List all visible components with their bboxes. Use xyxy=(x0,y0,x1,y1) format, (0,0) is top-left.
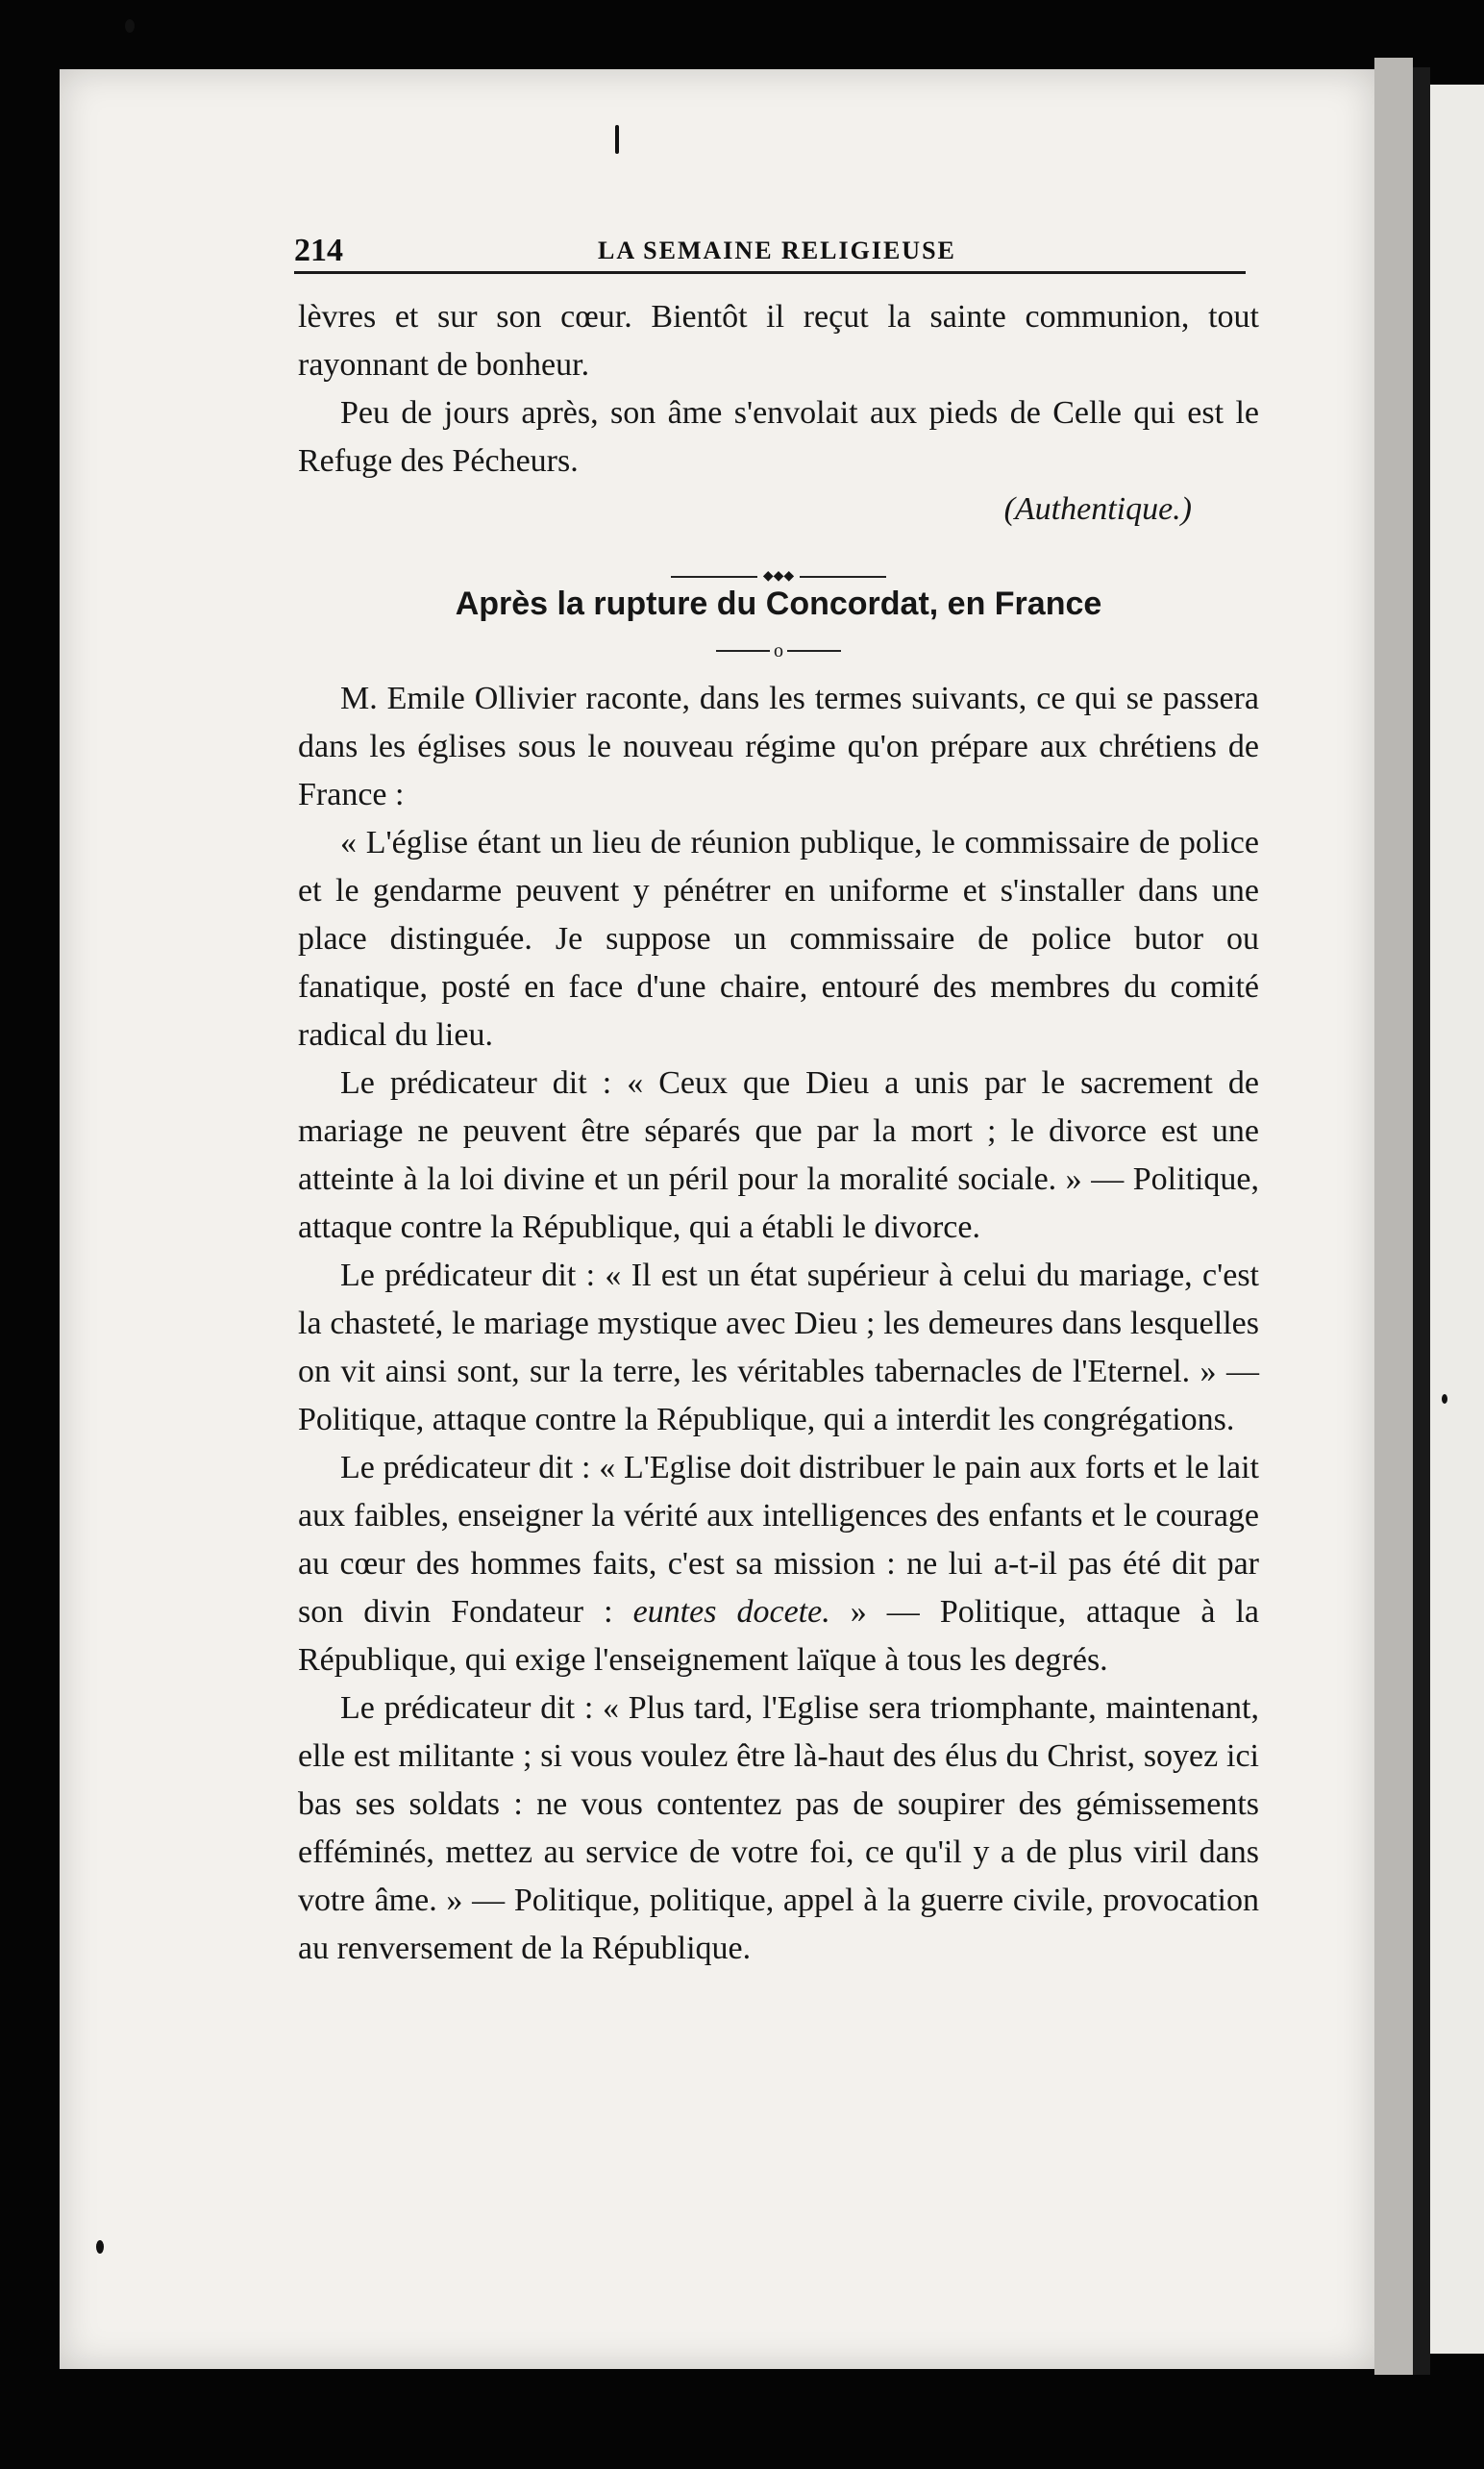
scan-speck xyxy=(1442,1394,1447,1404)
paragraph-text: Le prédicateur dit : « L'Eglise doit distribuer le pain aux forts et le lait aux faibles, enseigner la vérité aux intelligences des enfants et le courage au cœur des hommes faits, c'est sa mission : ne lui a-t-il pas été dit par son divin Fondateur : xyxy=(298,1450,1259,1631)
page-edge-shadow xyxy=(1374,58,1413,2375)
paragraph: M. Emile Ollivier raconte, dans les termes suivants, ce qui se passera dans les églises sous le nouveau régime qu'on prépare aux chrétiens de France : xyxy=(298,681,1259,813)
signature: (Authentique.) xyxy=(1003,491,1192,527)
section-title: Après la rupture du Concordat, en France xyxy=(455,586,1102,622)
page-body xyxy=(298,293,1259,1973)
paragraph: Le prédicateur dit : « Il est un état supérieur à celui du mariage, c'est la chasteté, le mariage mystique avec Dieu ; les demeures dans lesquelles on vit ainsi sont, sur la terre, les véritables tabernacles de l'Eternel. » — Politique, attaque contre la République, qui a interdit les congrégations. xyxy=(298,1258,1259,1438)
paragraph: Le prédicateur dit : « Plus tard, l'Eglise sera triomphante, maintenant, elle est militante ; si vous voulez être là-haut des élus du Christ, soyez ici bas ses soldats : ne vous contentez pas de soupirer des gémissements efféminés, mettez au service de votre foi, ce qu'il y a de plus viril dans votre âme. » — Politique, politique, appel à la guerre civile, provocation au renversement de la République. xyxy=(298,1690,1259,1967)
scan-speck xyxy=(96,2240,104,2254)
paragraph: Le prédicateur dit : « Ceux que Dieu a unis par le sacrement de mariage ne peuvent être séparés que par la mort ; le divorce est une atteinte à la loi divine et un péril pour la moralité sociale. » — Politique, attaque contre la République, qui a établi le divorce. xyxy=(298,1065,1259,1246)
page-header xyxy=(294,227,1246,274)
paragraph: Peu de jours après, son âme s'envolait aux pieds de Celle qui est le Refuge des Pécheurs. xyxy=(298,395,1259,479)
adjacent-page-edge xyxy=(1430,85,1484,2354)
paragraph: lèvres et sur son cœur. Bientôt il reçut la sainte communion, tout rayonnant de bonheur. xyxy=(298,299,1259,383)
paragraph-text: » — Politique, attaque à la République, qui exige l'enseignement laïque à tous les degrés. xyxy=(298,1594,1260,1679)
scan-speck xyxy=(125,19,135,33)
page-number: 214 xyxy=(294,233,343,268)
running-title: LA SEMAINE RELIGIEUSE xyxy=(598,237,956,264)
latin-quote: euntes docete. xyxy=(632,1594,830,1631)
scan-speck xyxy=(615,125,619,154)
binding-gutter xyxy=(1413,67,1430,2375)
divider-ornament: ◆◆◆ xyxy=(298,551,1259,570)
small-divider: o xyxy=(298,634,1259,667)
paragraph xyxy=(298,1444,1259,1684)
paragraph: « L'église étant un lieu de réunion publique, le commissaire de police et le gendarme peuvent y pénétrer en uniforme et s'installer dans une place distinguée. Je suppose un commissaire de police butor ou fanatique, posté en face d'une chaire, entouré des membres du comité radical du lieu. xyxy=(298,825,1259,1054)
